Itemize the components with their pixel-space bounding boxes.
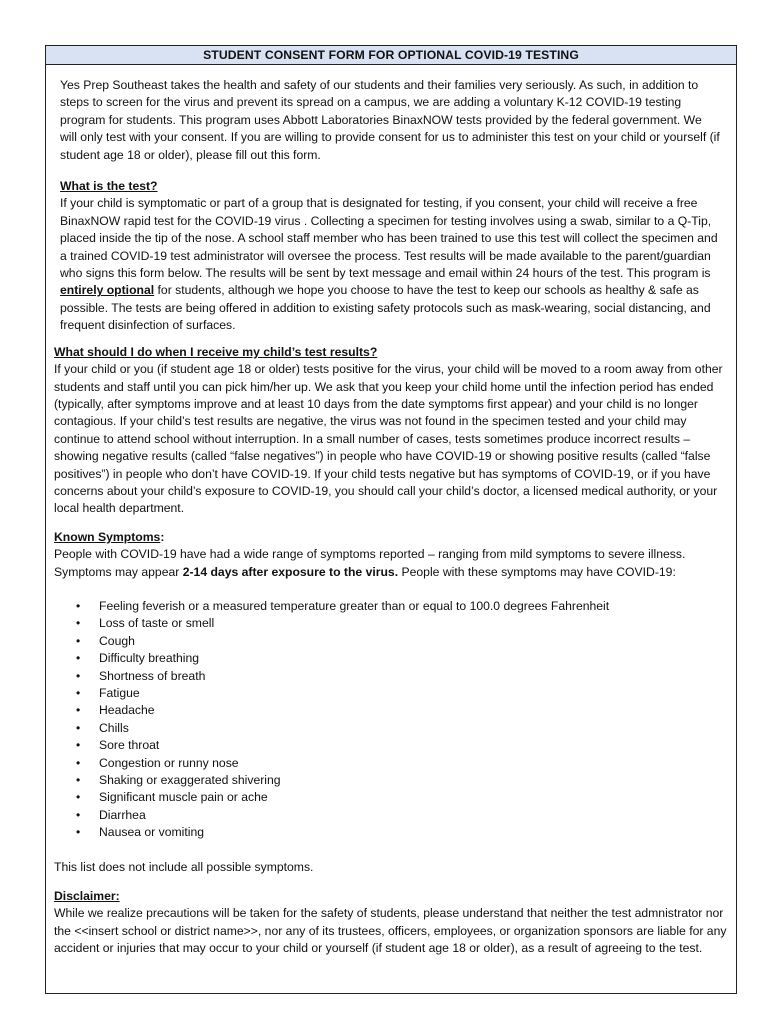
- symptom-list: [54, 581, 728, 842]
- test-body: [60, 195, 722, 334]
- test-section: [46, 164, 736, 335]
- bullet-icon: •: [76, 651, 81, 666]
- symptom-text: Shortness of breath: [99, 668, 206, 683]
- test-body-end: for students, although we hope you choose to have the test to keep our schools as healthy & safe as possible. The tests are being offered in addition to existing safety protocols such as mask-wearing, social distancing, and frequent disinfection of surfaces.: [60, 283, 711, 333]
- symptoms-intro-start: People with COVID-19 have had a wide range of symptoms reported – ranging from mild symptoms to severe illness. Symptoms may appear: [54, 547, 686, 579]
- symptom-text: Congestion or runny nose: [99, 755, 239, 770]
- bullet-icon: •: [76, 773, 81, 788]
- symptoms-intro: [54, 546, 728, 581]
- bullet-icon: •: [76, 807, 81, 822]
- symptoms-section: [46, 518, 736, 876]
- results-heading: What should I do when I receive my child’s test results?: [54, 344, 378, 359]
- symptom-text: Significant muscle pain or ache: [99, 790, 268, 805]
- bullet-icon: •: [76, 616, 81, 631]
- list-item: [76, 650, 728, 667]
- results-body: If your child or you (if student age 18 or older) tests positive for the virus, your child will be moved to a room away from other students and staff until you can pick him/her up. We ask that you keep your child home until the infection period has ended (typically, after symptoms improve and at least 10 days from the date symptoms first appear) and your child is no longer contagious. If your child’s test results are negative, the virus was not found in the specimen tested and your child may continue to attend school without interruption. In a small number of cases, tests sometimes produce incorrect results – showing negative results (called “false negatives”) in people who have COVID-19 or showing positive results (called “false positives”) in people who don’t have COVID-19. If your child tests negative but has symptoms of COVID-19, or if you have concerns about your child’s exposure to COVID-19, you should call your child’s doctor, a licensed medical authority, or your local health department.: [54, 362, 723, 516]
- bullet-icon: •: [76, 686, 81, 700]
- symptom-text: Chills: [99, 720, 129, 735]
- list-item: [76, 615, 728, 632]
- symptom-text: Difficulty breathing: [99, 651, 200, 666]
- form-title: STUDENT CONSENT FORM FOR OPTIONAL COVID-19 TESTING: [46, 46, 736, 65]
- list-item: [76, 755, 728, 772]
- symptoms-heading: Known Symptoms: [54, 529, 161, 544]
- bullet-icon: •: [76, 755, 81, 770]
- symptoms-onset-emphasis: 2-14 days after exposure to the virus.: [182, 564, 399, 579]
- bullet-icon: •: [76, 738, 81, 753]
- symptom-list-note: This list does not include all possible symptoms.: [54, 859, 314, 874]
- test-heading: What is the test?: [60, 179, 158, 194]
- bullet-icon: •: [76, 790, 81, 805]
- list-item: [76, 737, 728, 754]
- results-section: [46, 335, 736, 518]
- list-item: [76, 772, 728, 789]
- symptom-text: Cough: [99, 633, 135, 648]
- bullet-icon: •: [76, 598, 81, 613]
- symptom-text: Feeling feverish or a measured temperature greater than or equal to 100.0 degrees Fahrenheit: [99, 598, 610, 613]
- bullet-icon: •: [76, 633, 81, 648]
- bullet-icon: •: [76, 703, 81, 718]
- symptom-text: Nausea or vomiting: [99, 825, 204, 840]
- list-item: [76, 789, 728, 806]
- disclaimer-body: While we realize precautions will be taken for the safety of students, please understand that neither the test admnistrator nor the <<insert school or district name>>, nor any of its trustees, officers, employees, or organization sponsors are liable for any accident or injuries that may occur to your child or yourself (if student age 18 or older), as a result of agreeing to the test.: [54, 906, 727, 956]
- consent-form: [45, 45, 737, 994]
- symptom-text: Sore throat: [99, 738, 160, 753]
- entirely-optional-emphasis: entirely optional: [60, 283, 155, 298]
- bullet-icon: •: [76, 720, 81, 735]
- symptom-text: Shaking or exaggerated shivering: [99, 773, 281, 788]
- bullet-icon: •: [76, 668, 81, 683]
- symptom-text: Fatigue: [99, 686, 140, 700]
- symptoms-heading-colon: :: [160, 529, 165, 544]
- disclaimer-heading: Disclaimer:: [54, 889, 120, 904]
- intro-text: Yes Prep Southeast takes the health and safety of our students and their families very seriously. As such, in addition to steps to screen for the virus and prevent its spread on a campus, we are adding a voluntary K-12 COVID-19 testing program for students. This program uses Abbott Laboratories BinaxNOW tests provided by the federal government. We will only test with your consent. If you are willing to provide consent for us to administer this test on your child or yourself (if student age 18 or older), please fill out this form.: [60, 78, 720, 162]
- symptom-text: Loss of taste or smell: [99, 616, 215, 631]
- disclaimer-section: [46, 876, 736, 958]
- list-item: [76, 807, 728, 824]
- list-item: [76, 668, 728, 685]
- list-item: [76, 702, 728, 719]
- list-item: [76, 685, 728, 702]
- intro-section: [46, 65, 736, 164]
- symptom-text: Diarrhea: [99, 807, 146, 822]
- list-item: [76, 720, 728, 737]
- list-item: [76, 598, 728, 615]
- test-body-start: If your child is symptomatic or part of a group that is designated for testing, if you consent, your child will receive a free BinaxNOW rapid test for the COVID-19 virus . Collecting a specimen for testing involves using a swab, similar to a Q-Tip, placed inside the tip of the nose. A school staff member who has been trained to use this test will collect the specimen and a trained COVID-19 test administrator will oversee the process. Test results will be made available to the parent/guardian who signs this form below. The results will be sent by text message and email within 24 hours of the test. This program is: [60, 196, 718, 281]
- symptoms-heading-line: [54, 529, 728, 546]
- list-item: [76, 633, 728, 650]
- form-body: [46, 65, 736, 958]
- list-item: [76, 824, 728, 841]
- bullet-icon: •: [76, 825, 81, 840]
- symptom-text: Headache: [99, 703, 155, 718]
- symptoms-intro-end: People with these symptoms may have COVID-19:: [398, 564, 676, 579]
